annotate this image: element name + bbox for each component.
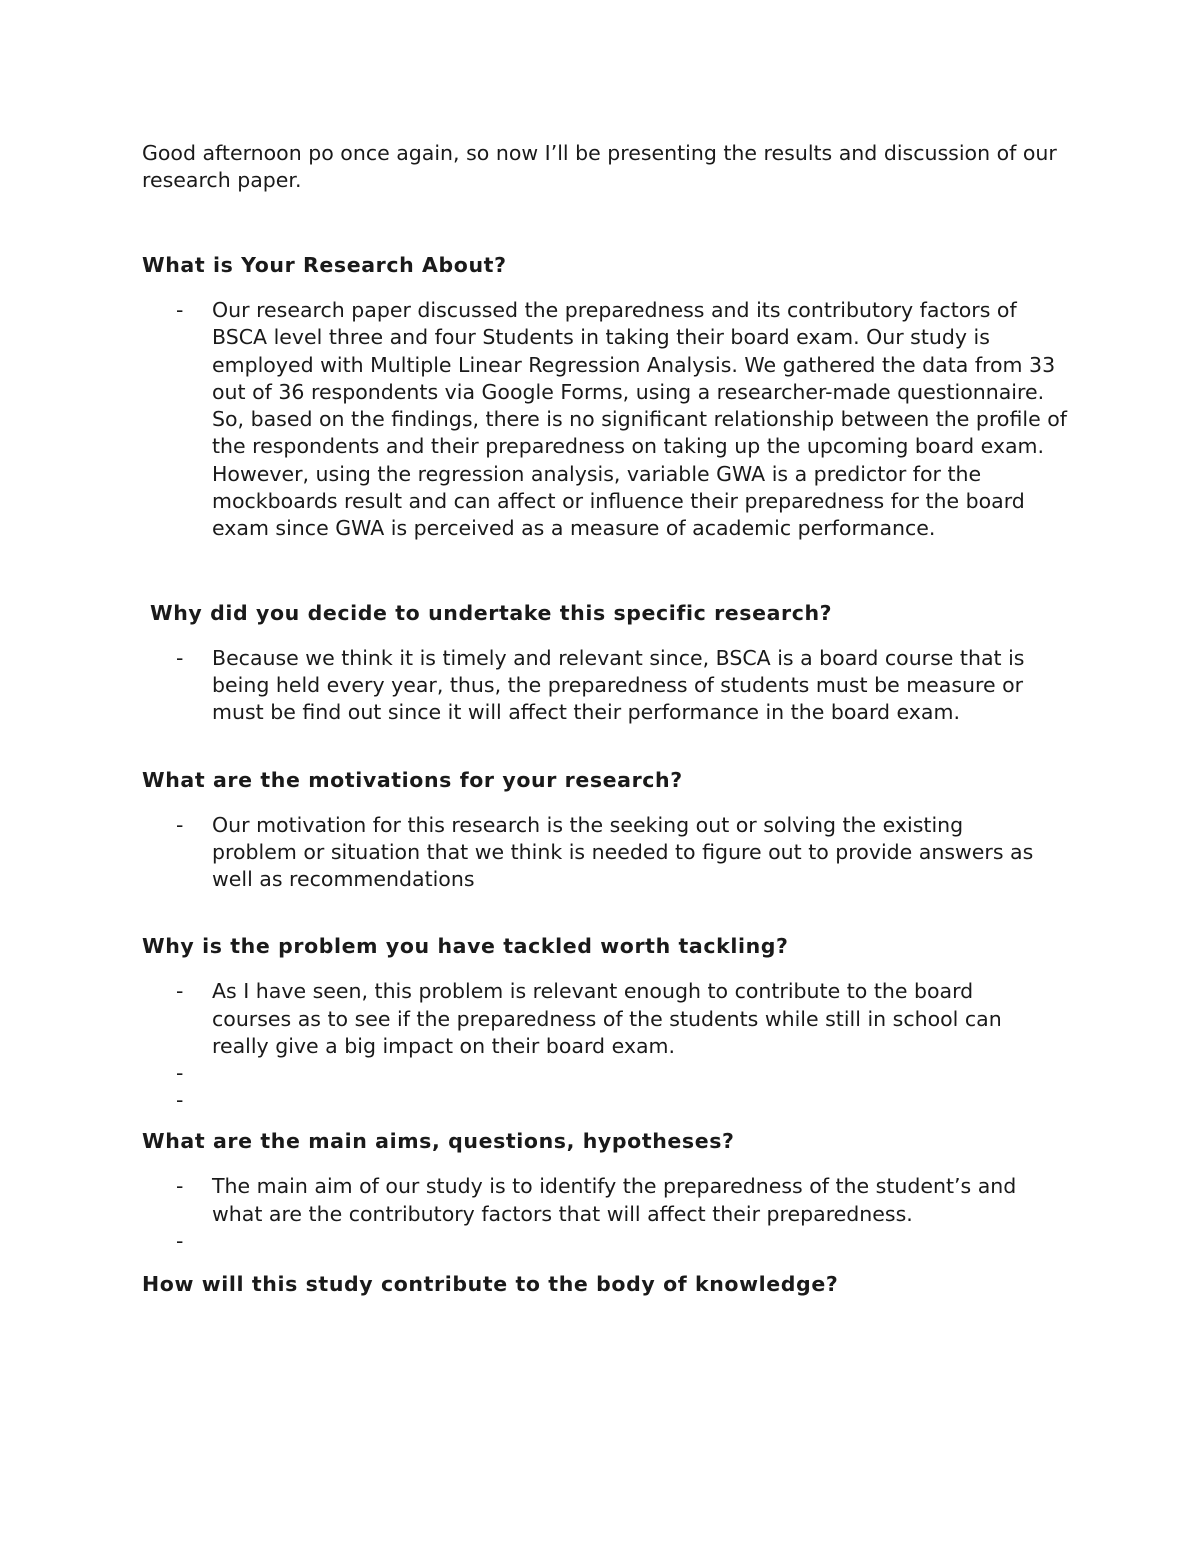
- list-item-text: Our motivation for this research is the seeking out or solving the existing problem or situation that we think is needed to figure out to provide answers as well as recommendations: [212, 812, 1034, 892]
- bullet-dash: -: [176, 298, 184, 322]
- section-heading-contribution: How will this study contribute to the body of knowledge?: [142, 1271, 839, 1296]
- section-heading-motivations: What are the motivations for your research?: [142, 767, 683, 792]
- section-list-motivations: [142, 812, 1072, 894]
- bullet-dash: -: [176, 1088, 184, 1113]
- list-item: [142, 1060, 1052, 1087]
- section-list-research-about: [142, 297, 1072, 543]
- section-list-why-undertake: [142, 645, 1072, 727]
- document-body: [142, 140, 1072, 1298]
- bullet-dash: -: [176, 1228, 184, 1253]
- list-item: [142, 1087, 1052, 1114]
- list-item-text: As I have seen, this problem is relevant enough to contribute to the board courses as to see if the preparedness of the students while still in school can really give a big impact on their board exam.: [212, 979, 1002, 1059]
- section-heading-research-about: What is Your Research About?: [142, 253, 507, 277]
- list-item: [142, 297, 1068, 543]
- list-item: [142, 978, 1052, 1060]
- list-item-text: Our research paper discussed the preparedness and its contributory factors of BSCA level three and four Students in taking their board exam. Our study is employed with Multiple Linear Regression Analysis. We gathered the data from 33 out of 36 respondents via Google Forms, using a researcher-made questionnaire. So, based on the findings, there is no significant relationship between the profile of the respondents and their preparedness on taking up the upcoming board exam. However, using the regression analysis, variable GWA is a predictor for the mockboards result and can affect or influence their preparedness for the board exam since GWA is perceived as a measure of academic performance.: [212, 298, 1067, 541]
- bullet-dash: -: [176, 1061, 184, 1086]
- section-heading-why-undertake: Why did you decide to undertake this specific research?: [150, 600, 833, 625]
- section-heading-worth-tackling: Why is the problem you have tackled worth tackling?: [142, 934, 789, 959]
- list-item: [142, 1228, 1068, 1255]
- section-list-main-aims: [142, 1173, 1072, 1255]
- bullet-dash: -: [176, 1174, 184, 1199]
- list-item: [142, 812, 1052, 894]
- list-item: [142, 1173, 1068, 1228]
- bullet-dash: -: [176, 979, 184, 1004]
- bullet-dash: -: [176, 812, 184, 837]
- list-item-text: The main aim of our study is to identify the preparedness of the student’s and what are the contributory factors that will affect their preparedness.: [212, 1174, 1017, 1226]
- intro-paragraph: Good afternoon po once again, so now I’ll be presenting the results and discussion of our research paper.: [142, 141, 1057, 192]
- section-heading-main-aims: What are the main aims, questions, hypotheses?: [142, 1129, 735, 1154]
- list-item: [142, 645, 1064, 727]
- section-list-worth-tackling: [142, 978, 1072, 1114]
- bullet-dash: -: [176, 645, 184, 670]
- list-item-text: Because we think it is timely and relevant since, BSCA is a board course that is being held every year, thus, the preparedness of students must be measure or must be find out since it will affect their performance in the board exam.: [212, 645, 1025, 725]
